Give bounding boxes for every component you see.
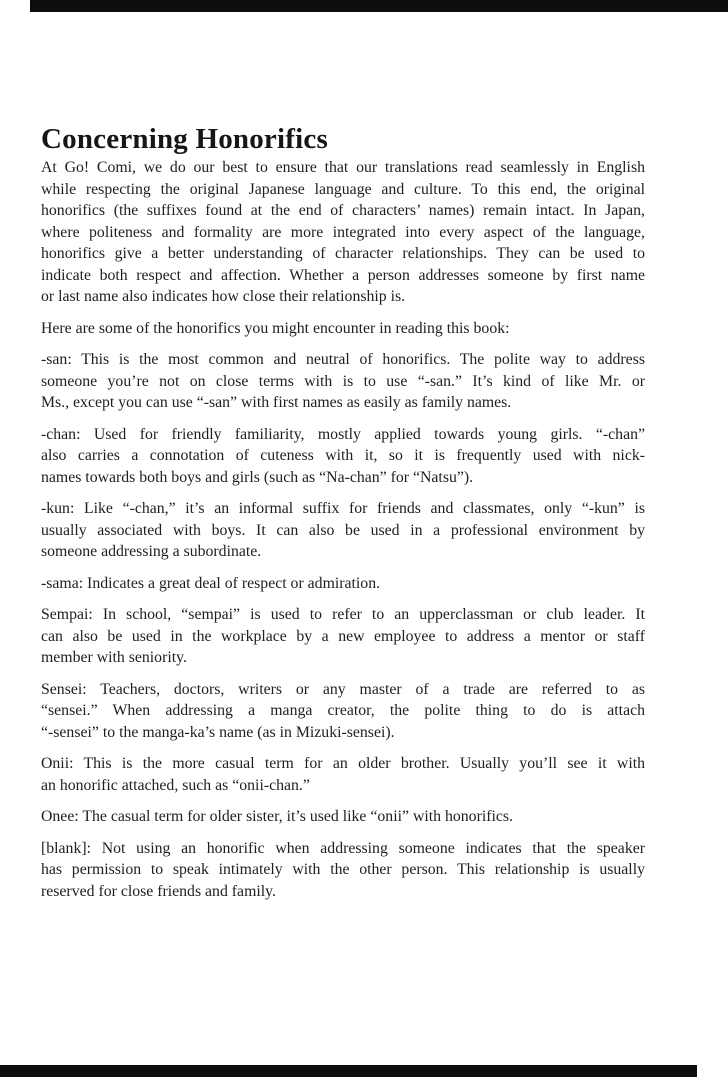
paragraph	[41, 604, 645, 669]
paragraph	[41, 349, 645, 414]
text-line: member with seniority.	[41, 649, 187, 666]
page-title: Concerning Honorifics	[41, 123, 328, 156]
body-text	[41, 157, 645, 912]
text-line: also carries a connotation of cuteness with it, so it is frequently used with nick-	[41, 447, 645, 464]
text-line: someone you’re not on close terms with is to use “-san.” It’s kind of like Mr. or	[41, 372, 645, 390]
paragraph	[41, 679, 645, 744]
text-line: “sensei.” When addressing a manga creator, the polite thing to do is attach	[41, 702, 645, 719]
text-line: Here are some of the honorifics you might encounter in reading this book:	[41, 319, 510, 337]
text-line: reserved for close friends and family.	[41, 882, 276, 900]
text-line: honorifics give a better understanding of character relationships. They can be used to	[41, 245, 645, 262]
text-line: -kun: Like “-chan,” it’s an informal suffix for friends and classmates, only “-kun” is	[41, 500, 645, 517]
text-line: someone addressing a subordinate.	[41, 543, 262, 560]
text-line: Sempai: In school, “sempai” is used to refer to an upperclassman or club leader. It	[41, 606, 645, 623]
text-line: -chan: Used for friendly familiarity, mostly applied towards young girls. “-chan”	[41, 425, 645, 443]
text-line: [blank]: Not using an honorific when addressing someone indicates that the speaker	[41, 839, 645, 857]
paragraph	[41, 498, 645, 563]
text-line: names towards both boys and girls (such as “Na-chan” for “Natsu”).	[41, 468, 474, 486]
text-line: Onee: The casual term for older sister, it’s used like “onii” with honorifics.	[41, 808, 513, 825]
top-scan-bar	[30, 0, 728, 12]
text-line: has permission to speak intimately with the other person. This relationship is usually	[41, 861, 645, 878]
text-line: Sensei: Teachers, doctors, writers or any master of a trade are referred to as	[41, 680, 645, 698]
text-line: can also be used in the workplace by a new employee to address a mentor or staff	[41, 627, 645, 645]
text-line: usually associated with boys. It can also be used in a professional environment by	[41, 521, 645, 539]
text-line: honorifics (the suffixes found at the end of characters’ names) remain intact. In Japan,	[41, 202, 645, 219]
bottom-scan-bar	[0, 1065, 697, 1077]
paragraph	[41, 573, 645, 595]
text-line: or last name also indicates how close their relationship is.	[41, 288, 406, 305]
text-line: while respecting the original Japanese language and culture. To this end, the original	[41, 180, 645, 198]
text-line: where politeness and formality are more integrated into every aspect of the language,	[41, 223, 645, 241]
text-line: Onii: This is the more casual term for an older brother. Usually you’ll see it with	[41, 755, 645, 772]
text-line: indicate both respect and affection. Whether a person addresses someone by first name	[41, 266, 645, 284]
text-line: At Go! Comi, we do our best to ensure that our translations read seamlessly in English	[41, 159, 645, 176]
text-line: “-sensei” to the manga-ka’s name (as in Mizuki-sensei).	[41, 723, 395, 741]
text-line: an honorific attached, such as “onii-chan.”	[41, 776, 310, 794]
paragraph	[41, 753, 645, 796]
paragraph	[41, 806, 645, 828]
paragraph	[41, 318, 645, 340]
text-line: -san: This is the most common and neutral of honorifics. The polite way to address	[41, 351, 645, 368]
paragraph	[41, 424, 645, 489]
text-line: -sama: Indicates a great deal of respect or admiration.	[41, 574, 381, 592]
paragraph	[41, 157, 645, 308]
paragraph	[41, 838, 645, 903]
text-line: Ms., except you can use “-san” with first names as easily as family names.	[41, 394, 512, 411]
